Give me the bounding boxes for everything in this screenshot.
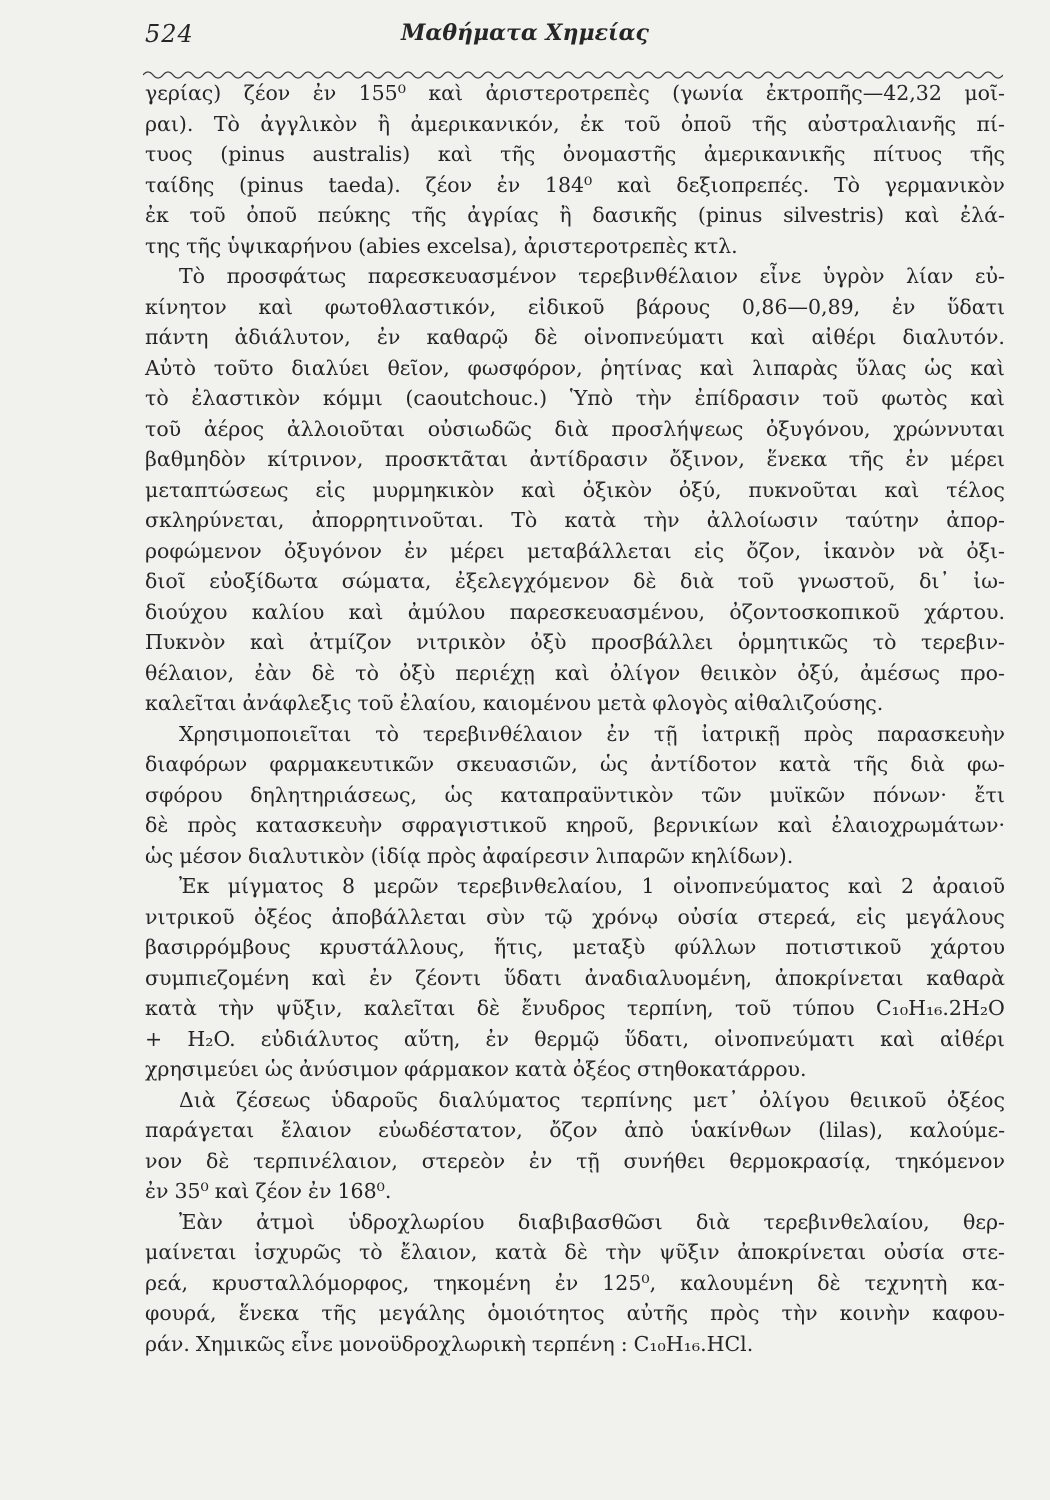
text-line: κίνητον καὶ φωτοθλαστικόν, εἰδικοῦ βάρους 0,86—0,89, ἐν ὕδατι [145, 294, 1005, 319]
page-number: 524 [145, 20, 194, 48]
paragraph [145, 1085, 1005, 1207]
text-line: καλεῖται ἀνάφλεξις τοῦ ἐλαίου, καιομένου μετὰ φλογὸς αἰθαλιζούσης. [145, 691, 884, 715]
text-line: βαθμηδὸν κίτρινον, προσκτᾶται ἀντίδρασιν ὄξινον, ἕνεκα τῆς ἐν μέρει [145, 447, 1005, 471]
text-line: νον δὲ τερπινέλαιον, στερεὸν ἐν τῇ συνήθει θερμοκρασίᾳ, τηκόμενον [145, 1148, 1005, 1173]
text-line: ράν. Χημικῶς εἶνε μονοϋδροχλωρικὴ τερπένη : C₁₀H₁₆.HCl. [145, 1331, 754, 1356]
text-line: μαίνεται ἰσχυρῶς τὸ ἔλαιον, κατὰ δὲ τὴν ψῦξιν ἀποκρίνεται οὐσία στε- [145, 1240, 1005, 1264]
running-title: Μαθήματα Χημείας [401, 20, 649, 46]
text-line: βασιρρόμβους κρυστάλλους, ἥτις, μεταξὺ φύλλων ποτιστικοῦ χάρτου [145, 935, 1005, 959]
text-line: γερίας) ζέον ἐν 155⁰ καὶ ἀριστεροτρεπὲς (γωνία ἐκτροπῆς—42,32 μοῖ- [145, 81, 1005, 105]
paragraph [145, 1207, 1005, 1360]
text-line: Χρησιμοποιεῖται τὸ τερεβινθέλαιον ἐν τῇ ἰατρικῇ πρὸς παρασκευὴν [179, 721, 1005, 746]
paragraph [145, 719, 1005, 872]
text-line: θέλαιον, ἐὰν δὲ τὸ ὀξὺ περιέχῃ καὶ ὀλίγον θειικὸν ὀξύ, ἀμέσως προ- [145, 660, 1005, 685]
text-line: μεταπτώσεως εἰς μυρμηκικὸν καὶ ὀξικὸν ὀξύ, πυκνοῦται καὶ τέλος [145, 477, 1005, 502]
text-line: σκληρύνεται, ἀπορρητινοῦται. Τὸ κατὰ τὴν ἀλλοίωσιν ταύτην ἀπορ- [145, 508, 1005, 532]
text-line: ταίδης (pinus taeda). ζέον ἐν 184⁰ καὶ δεξιοπρεπές. Τὸ γερμανικὸν [145, 172, 1005, 197]
text-line: σφόρου δηλητηριάσεως, ὡς καταπραϋντικὸν τῶν μυϊκῶν πόνων· ἔτι [145, 782, 1005, 807]
text-line: + H₂O. εὐδιάλυτος αὕτη, ἐν θερμῷ ὕδατι, οἰνοπνεύματι καὶ αἰθέρι [145, 1026, 1005, 1051]
text-line: συμπιεζομένη καὶ ἐν ζέοντι ὕδατι ἀναδιαλυομένη, ἀποκρίνεται καθαρὰ [145, 965, 1005, 990]
text-line: Πυκνὸν καὶ ἀτμίζον νιτρικὸν ὀξὺ προσβάλλει ὁρμητικῶς τὸ τερεβιν- [145, 630, 1005, 654]
text-line: Διὰ ζέσεως ὑδαροῦς διαλύματος τερπίνης μετ᾽ ὀλίγου θειικοῦ ὀξέος [179, 1087, 1005, 1112]
text-line: ἐν 35⁰ καὶ ζέον ἐν 168⁰. [145, 1179, 392, 1203]
text-line: Ἐκ μίγματος 8 μερῶν τερεβινθελαίου, 1 οἰνοπνεύματος καὶ 2 ἀραιοῦ [179, 874, 1005, 898]
text-line: φουρά, ἕνεκα τῆς μεγάλης ὁμοιότητος αὐτῆς πρὸς τὴν κοινὴν καφου- [145, 1301, 1005, 1325]
text-line: ρεά, κρυσταλλόμορφος, τηκομένη ἐν 125⁰, καλουμένη δὲ τεχνητὴ κα- [145, 1270, 1005, 1295]
text-line: τὸ ἐλαστικὸν κόμμι (caoutchouc.) Ὑπὸ τὴν ἐπίδρασιν τοῦ φωτὸς καὶ [145, 386, 1005, 410]
text-line: νιτρικοῦ ὀξέος ἀποβάλλεται σὺν τῷ χρόνῳ οὐσία στερεά, εἰς μεγάλους [145, 904, 1005, 929]
body-text [145, 78, 1005, 1359]
paragraph [145, 261, 1005, 719]
text-line: ὡς μέσον διαλυτικὸν (ἰδίᾳ πρὸς ἀφαίρεσιν λιπαρῶν κηλίδων). [145, 843, 794, 868]
text-line: της τῆς ὑψικαρήνου (abies excelsa), ἀριστεροτρεπὲς κτλ. [145, 233, 738, 258]
text-line: Αὐτὸ τοῦτο διαλύει θεῖον, φωσφόρον, ῥητίνας καὶ λιπαρὰς ὕλας ὡς καὶ [145, 355, 1005, 380]
text-line: παράγεται ἔλαιον εὐωδέστατον, ὄζον ἀπὸ ὑακίνθων (lilas), καλούμε- [145, 1118, 1005, 1142]
text-line: τοῦ ἀέρος ἀλλοιοῦται οὐσιωδῶς διὰ προσλήψεως ὀξυγόνου, χρώννυται [145, 416, 1005, 441]
text-line: τυος (pinus australis) καὶ τῆς ὀνομαστῆς ἀμερικανικῆς πίτυος τῆς [145, 142, 1005, 166]
text-line: διοῖ εὐοξίδωτα σώματα, ἐξελεγχόμενον δὲ διὰ τοῦ γνωστοῦ, δι᾽ ἰω- [145, 569, 1005, 593]
text-line: χρησιμεύει ὡς ἀνύσιμον φάρμακον κατὰ ὀξέος στηθοκατάρρου. [145, 1057, 807, 1081]
text-line: δὲ πρὸς κατασκευὴν σφραγιστικοῦ κηροῦ, βερνικίων καὶ ἐλαιοχρωμάτων· [145, 813, 1005, 837]
text-line: πάντη ἀδιάλυτον, ἐν καθαρῷ δὲ οἰνοπνεύματι καὶ αἰθέρι διαλυτόν. [145, 325, 1005, 349]
paragraph [145, 78, 1005, 261]
text-line: Τὸ προσφάτως παρεσκευασμένον τερεβινθέλαιον εἶνε ὑγρὸν λίαν εὐ- [179, 264, 1005, 288]
text-line: ἐκ τοῦ ὀποῦ πεύκης τῆς ἀγρίας ἢ δασικῆς (pinus silvestris) καὶ ἐλά- [145, 203, 1005, 227]
text-line: διούχου καλίου καὶ ἀμύλου παρεσκευασμένου, ὀζοντοσκοπικοῦ χάρτου. [145, 599, 1005, 624]
text-line: ραι). Τὸ ἀγγλικὸν ἢ ἀμερικανικόν, ἐκ τοῦ ὀποῦ τῆς αὐστραλιανῆς πί- [145, 111, 1005, 136]
text-line: ροφώμενον ὀξυγόνον ἐν μέρει μεταβάλλεται εἰς ὄζον, ἱκανὸν νὰ ὀξι- [145, 538, 1005, 563]
text-line: Ἐὰν ἀτμοὶ ὑδροχλωρίου διαβιβασθῶσι διὰ τερεβινθελαίου, θερ- [179, 1209, 1005, 1234]
text-line: κατὰ τὴν ψῦξιν, καλεῖται δὲ ἔνυδρος τερπίνη, τοῦ τύπου C₁₀H₁₆.2H₂O [145, 996, 1005, 1020]
text-line: διαφόρων φαρμακευτικῶν σκευασιῶν, ὡς ἀντίδοτον κατὰ τῆς διὰ φω- [145, 752, 1005, 776]
paragraph [145, 871, 1005, 1085]
page-header [0, 14, 1050, 66]
